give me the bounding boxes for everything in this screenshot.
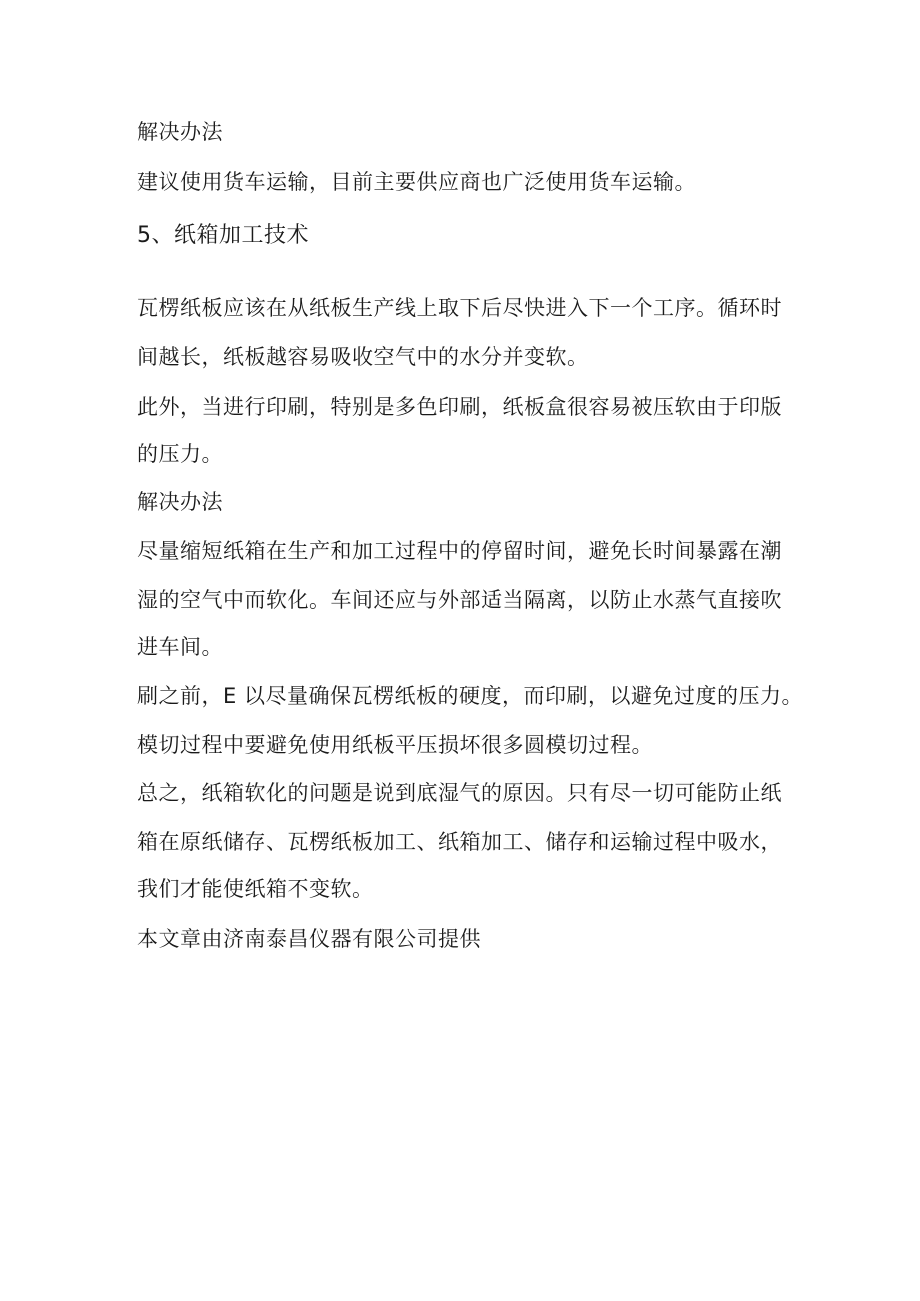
paragraph-line: 箱在原纸储存、瓦楞纸板加工、纸箱加工、储存和运输过程中吸水， <box>137 830 782 854</box>
source-credit: 本文章由济南泰昌仪器有限公司提供 <box>137 927 481 951</box>
paragraph-line: 进车间。 <box>137 635 223 659</box>
paragraph-line: 间越长，纸板越容易吸收空气中的水分并变软。 <box>137 345 589 369</box>
section-heading-carton-processing: 5、纸箱加工技术 <box>137 223 309 248</box>
paragraph-line: 的压力。 <box>137 442 223 466</box>
paragraph-line: 瓦楞纸板应该在从纸板生产线上取下后尽快进入下一个工序。循环时 <box>137 296 782 320</box>
paragraph-line: 我们才能使纸箱不变软。 <box>137 877 374 901</box>
section-heading-solution-2: 解决办法 <box>137 490 223 514</box>
paragraph-line: 建议使用货车运输，目前主要供应商也广泛使用货车运输。 <box>137 170 696 194</box>
paragraph-line: 模切过程中要避免使用纸板平压损坏很多圆模切过程。 <box>137 733 653 757</box>
paragraph-line: 湿的空气中而软化。车间还应与外部适当隔离，以防止水蒸气直接吹 <box>137 588 782 612</box>
section-heading-solution-1: 解决办法 <box>137 120 223 144</box>
paragraph-line: 刷之前，E 以尽量确保瓦楞纸板的硬度，而印刷，以避免过度的压力。 <box>137 684 803 708</box>
paragraph-line: 此外，当进行印刷，特别是多色印刷，纸板盒很容易被压软由于印版 <box>137 395 782 419</box>
paragraph-line: 尽量缩短纸箱在生产和加工过程中的停留时间，避免长时间暴露在潮 <box>137 539 782 563</box>
paragraph-line: 总之，纸箱软化的问题是说到底湿气的原因。只有尽一切可能防止纸 <box>137 781 782 805</box>
